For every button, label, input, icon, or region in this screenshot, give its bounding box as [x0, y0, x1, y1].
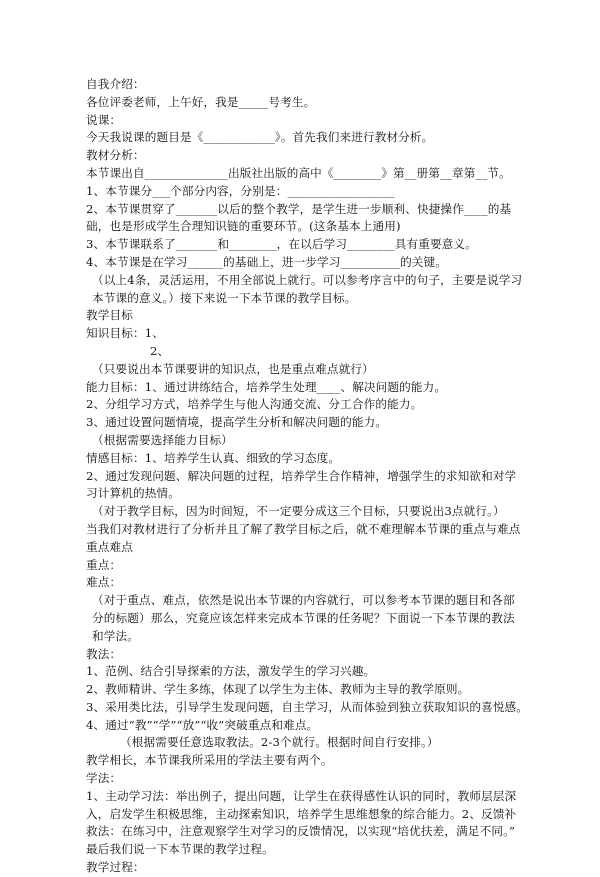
teaching-method-3: 3、采用类比法，引导学生发现问题，自主学习，从而体验到独立获取知识的喜悦感。 [86, 699, 529, 714]
knowledge-goal-2: 2、 [150, 343, 170, 358]
heading-shuoke: 说课： [86, 112, 122, 127]
goals-note: （对于教学目标，因为时间短，不一定要分成这三个目标，只要说出3点就行。） [92, 504, 505, 519]
shuoke-intro-text: 今天我说课的题目是《____________》。首先我们来进行教材分析。 [86, 130, 434, 145]
emotion-goal-1: 情感目标：1、培养学生认真、细致的学习态度。 [86, 450, 341, 465]
ability-goal-3: 3、通过设置问题情境，提高学生分析和解决问题的能力。 [86, 415, 388, 430]
transition-to-process: 最后我们说一下本节课的教学过程。 [86, 842, 274, 857]
teaching-method-2: 2、教师精讲、学生多练，体现了以学生为主体、教师为主导的教学原则。 [86, 682, 470, 697]
analysis-item-1: 1、本节课分___个部分内容，分别是：__________________ [86, 183, 395, 198]
textbook-source-text: 本节课出自______________出版社出版的高中《________》第__册第__章第__节。 [86, 165, 511, 180]
analysis-item-3: 3、本节课联系了_______和________，在以后学习________具有重要意义。 [86, 237, 477, 252]
analysis-item-2: 2、本节课贯穿了_______以后的整个教学，是学生进一步顺利、快捷操作____的基础，也是形成学生合理知识链的重要环节。(这条基本上通用) [86, 201, 512, 234]
heading-teaching-goals: 教学目标 [86, 308, 133, 323]
teaching-method-note: （根据需要任意选取教法。2-3个就行。根据时间自行安排。） [120, 735, 439, 750]
learning-methods-intro: 教学相长，本节课我所采用的学法主要有两个。 [86, 753, 333, 768]
emotion-goal-2: 2、通过发现问题、解决问题的过程，培养学生合作精神，增强学生的求知欲和对学习计算机的热情。 [86, 468, 517, 501]
heading-self-intro: 自我介绍： [86, 77, 145, 91]
heading-key-difficult-points: 重点难点 [86, 539, 133, 554]
heading-learning-methods: 学法： [86, 771, 122, 786]
key-points-note: （对于重点、难点，依然是说出本节课的内容就行，可以参考本节课的题目和各部分的标题）那么，究竟应该怎样来完成本节课的任务呢？下面说一下本节课的教法和学法。 [92, 593, 515, 643]
ability-goal-note: （根据需要选择能力目标） [92, 432, 233, 447]
learning-methods-text: 1、主动学习法：举出例子，提出问题，让学生在获得感性认识的同时，教师层层深入，启发学生积极思维，主动探索知识，培养学生思维想象的综合能力。2、反馈补救法：在练习中，注意观察学生对学习的反馈情况，以实现“培优扶差，满足不同。” [86, 788, 517, 839]
heading-teaching-process: 教学过程： [86, 860, 145, 875]
difficult-point-label: 难点： [86, 575, 122, 590]
knowledge-goal-note: （只要说出本节课要讲的知识点，也是重点难点就行） [92, 361, 374, 376]
document-page [86, 76, 529, 877]
heading-teaching-methods: 教法： [86, 646, 122, 661]
knowledge-goal-1: 知识目标：1、 [86, 326, 164, 341]
ability-goal-2: 2、分组学习方式，培养学生与他人沟通交流、分工合作的能力。 [86, 397, 423, 412]
ability-goal-1: 能力目标：1、通过讲练结合，培养学生处理____、解决问题的能力。 [86, 379, 447, 394]
heading-textbook-analysis: 教材分析： [86, 148, 145, 163]
teaching-method-1: 1、范例、结合引导探索的方法，激发学生的学习兴趣。 [86, 664, 376, 679]
teaching-method-4: 4、通过“教”“学”“放”“收”突破重点和难点。 [86, 717, 319, 732]
self-intro-text: 各位评委老师，上午好，我是_____号考生。 [86, 94, 316, 109]
transition-to-key-points: 当我们对教材进行了分析并且了解了教学目标之后，就不难理解本节课的重点与难点 [86, 521, 521, 536]
analysis-item-4: 4、本节课是在学习______的基础上，进一步学习__________的关键。 [86, 254, 448, 269]
analysis-note: （以上4条，灵活运用，不用全部说上就行。可以参考序言中的句子，主要是说学习本节课的意义。）接下来说一下本节课的教学目标。 [92, 272, 523, 305]
key-point-label: 重点： [86, 557, 122, 572]
